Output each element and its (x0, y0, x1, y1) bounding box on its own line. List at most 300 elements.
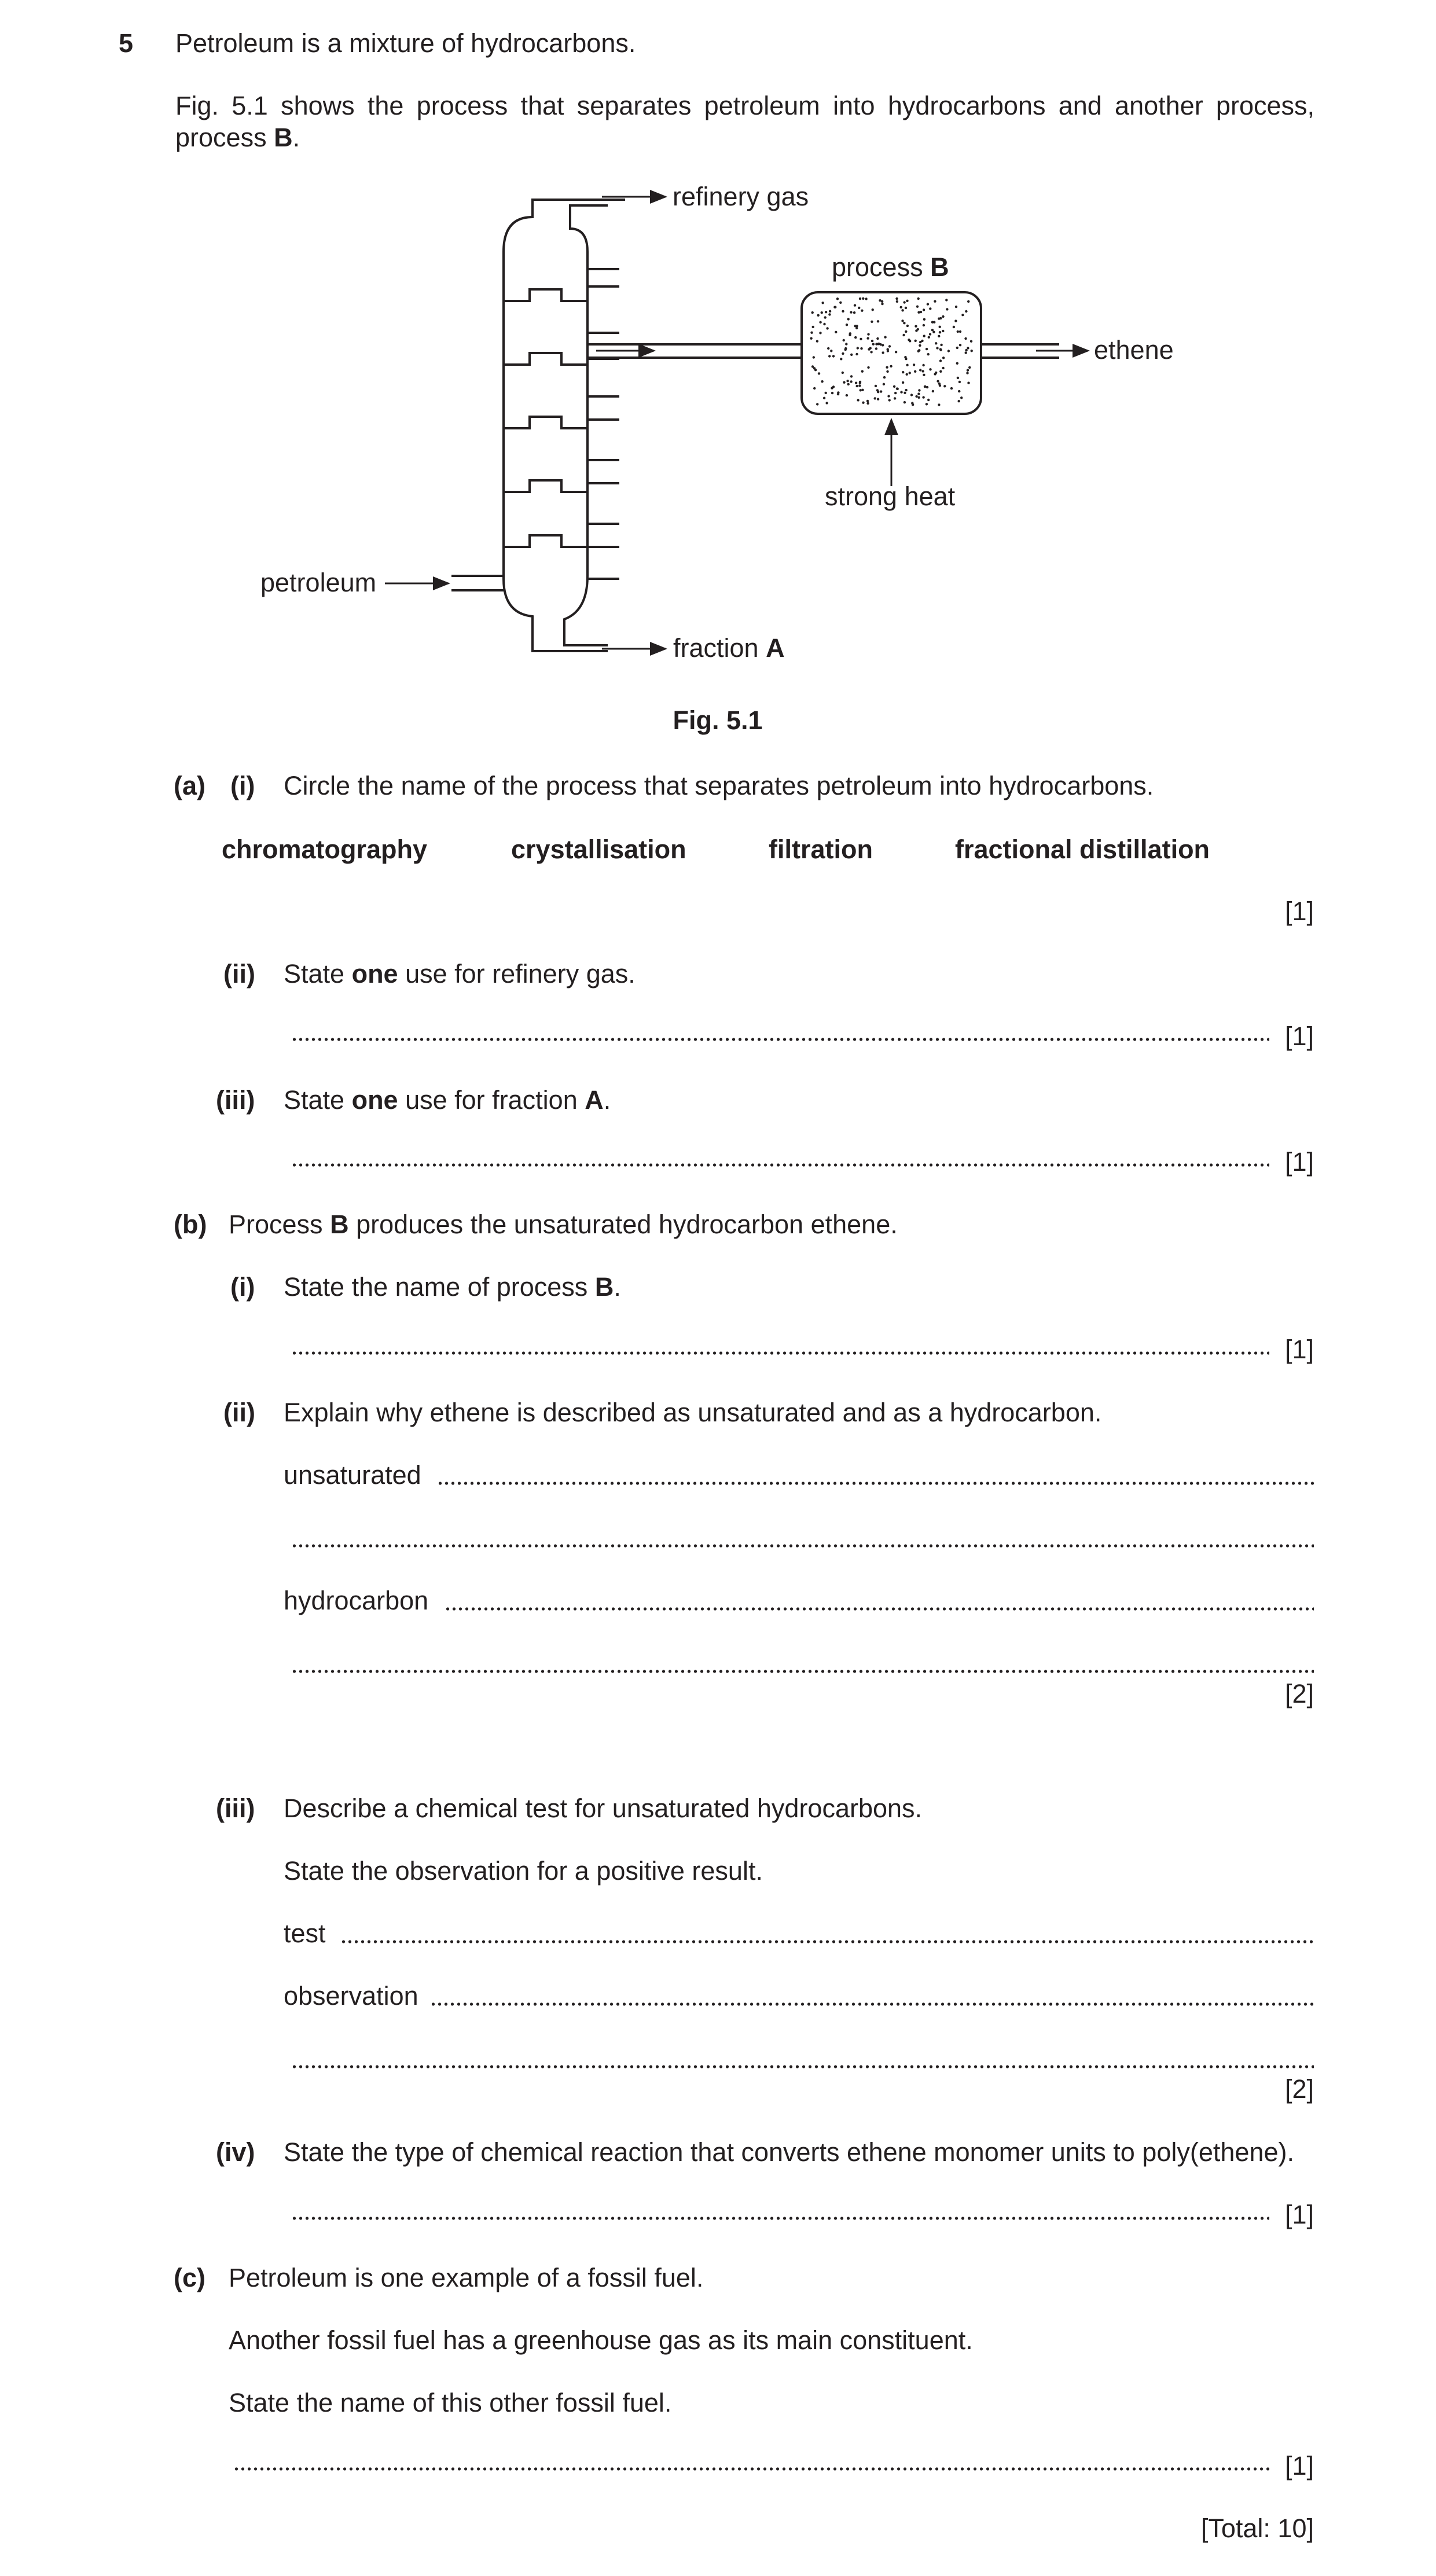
speckle-dot (959, 330, 961, 333)
part-a-iii-label: (iii) (216, 1085, 255, 1115)
speckle-dot (877, 398, 879, 400)
speckle-dot (965, 351, 967, 354)
speckle-dot (843, 381, 845, 384)
speckle-dot (859, 297, 861, 300)
speckle-dot (910, 394, 913, 396)
answer-line-observation-1[interactable] (430, 2001, 1314, 2008)
speckle-dot (859, 382, 861, 384)
speckle-dot (877, 320, 879, 322)
part-b-iii-text: Describe a chemical test for unsaturated hydrocarbons. (284, 1794, 923, 1823)
speckle-dot (866, 337, 869, 339)
speckle-dot (917, 396, 920, 399)
field-label-observation: observation (284, 1981, 418, 2011)
speckle-dot (882, 344, 884, 346)
speckle-dot (843, 339, 845, 341)
speckle-dot (909, 340, 911, 342)
speckle-dot (945, 299, 947, 301)
speckle-dot (875, 385, 877, 387)
speckle-dot (956, 347, 958, 349)
speckle-dot (888, 399, 891, 401)
speckle-dot (895, 351, 897, 353)
speckle-dot (813, 387, 816, 389)
speckle-dot (823, 323, 825, 325)
label-process-b: process B (832, 252, 949, 282)
part-a-i-label: (i) (230, 771, 255, 800)
part-a-i-text: Circle the name of the process that separates petroleum into hydrocarbons. (284, 771, 1154, 800)
speckle-dot (955, 306, 957, 308)
speckle-dot (877, 343, 880, 345)
speckle-dot (865, 297, 867, 300)
total-marks: [Total: 10] (1200, 2513, 1314, 2543)
part-c-text3: State the name of this other fossil fuel. (229, 2388, 672, 2417)
mark-c: [1] (1284, 2451, 1314, 2481)
part-b-i-text: State the name of process B. (284, 1272, 621, 1302)
speckle-dot (954, 319, 957, 322)
speckle-dot (850, 375, 853, 377)
speckle-dot (831, 392, 833, 394)
speckle-dot (846, 394, 848, 396)
speckle-dot (942, 330, 944, 332)
answer-line-a-iii[interactable] (291, 1162, 1269, 1168)
answer-line-unsaturated-1[interactable] (437, 1480, 1314, 1487)
mark-a-ii: [1] (1284, 1021, 1314, 1051)
speckle-dot (819, 332, 821, 334)
speckle-dot (895, 297, 898, 300)
speckle-dot (967, 369, 969, 372)
speckle-dot (913, 363, 915, 366)
speckle-dot (917, 392, 920, 395)
speckle-dot (810, 332, 813, 334)
speckle-dot (925, 348, 928, 350)
speckle-dot (858, 307, 860, 309)
speckle-dot (854, 325, 856, 327)
tray-5 (504, 535, 587, 547)
answer-line-b-iv[interactable] (291, 2215, 1269, 2222)
speckle-dot (939, 359, 942, 362)
speckle-dot (857, 399, 859, 401)
speckle-dot (887, 395, 890, 397)
answer-line-hydrocarbon-2[interactable] (291, 1668, 1314, 1675)
speckle-dot (856, 385, 858, 387)
speckle-dot (901, 309, 904, 311)
speckle-dot (940, 344, 942, 346)
part-b-iv-text: State the type of chemical reaction that converts ethene monomer units to poly(ethene). (284, 2137, 1294, 2167)
speckle-dot (957, 330, 959, 333)
speckle-dot (923, 324, 925, 326)
speckle-dot (855, 353, 858, 355)
speckle-dot (923, 308, 925, 311)
speckle-dot (857, 347, 859, 349)
speckle-dot (884, 336, 886, 338)
speckle-dot (828, 355, 831, 357)
speckle-dot (923, 374, 925, 376)
speckle-dot (861, 389, 864, 391)
speckle-dot (854, 336, 857, 339)
part-b-iii-text2: State the observation for a positive result. (284, 1856, 763, 1886)
speckle-dot (845, 343, 847, 345)
answer-line-observation-2[interactable] (291, 2063, 1314, 2070)
speckle-dot (823, 397, 825, 399)
field-label-hydrocarbon: hydrocarbon (284, 1586, 429, 1615)
speckle-dot (811, 311, 814, 314)
speckle-dot (825, 392, 827, 394)
speckle-dot (850, 380, 852, 383)
speckle-dot (917, 328, 919, 330)
speckle-dot (906, 325, 909, 327)
speckle-dot (925, 403, 928, 405)
speckle-dot (861, 370, 864, 373)
answer-line-hydrocarbon-1[interactable] (445, 1605, 1314, 1612)
speckle-dot (942, 357, 945, 359)
speckle-dot (961, 314, 964, 316)
speckle-dot (967, 347, 969, 349)
speckle-dot (847, 383, 850, 385)
speckle-dot (897, 388, 899, 390)
speckle-dot (902, 381, 904, 384)
speckle-dot (881, 303, 883, 305)
option-chromatography[interactable]: chromatography (222, 835, 428, 864)
speckle-dot (918, 389, 920, 391)
option-filtration[interactable]: filtration (769, 835, 873, 864)
speckle-dot (842, 352, 844, 355)
speckle-dot (858, 384, 861, 387)
speckle-dot (832, 385, 835, 388)
speckle-dot (867, 333, 869, 335)
speckle-dot (922, 396, 924, 398)
speckle-dot (837, 393, 839, 395)
label-strong-heat: strong heat (825, 482, 956, 511)
speckle-dot (936, 347, 938, 349)
speckle-dot (915, 340, 917, 342)
speckle-dot (905, 389, 907, 391)
mark-a-i: [1] (1284, 896, 1314, 926)
speckle-dot (926, 386, 928, 388)
fractionating-column (451, 200, 1059, 651)
speckle-dot (862, 402, 864, 404)
speckle-dot (939, 384, 941, 387)
speckle-dot (818, 372, 820, 374)
speckle-dot (886, 370, 888, 373)
speckle-dot (871, 340, 873, 342)
speckle-dot (850, 311, 852, 313)
column-bottom-right (564, 576, 608, 645)
speckle-dot (906, 364, 908, 366)
speckle-dot (900, 306, 902, 308)
speckle-dot (960, 396, 963, 399)
speckle-dot (867, 366, 869, 369)
part-b-intro: Process B produces the unsaturated hydrocarbon ethene. (229, 1210, 898, 1239)
speckle-dot (932, 331, 935, 333)
speckle-dot (904, 392, 906, 394)
speckle-dot (860, 389, 862, 391)
part-c-text1: Petroleum is one example of a fossil fuel. (229, 2263, 704, 2292)
answer-line-a-ii[interactable] (291, 1036, 1269, 1043)
speckle-dot (810, 337, 812, 340)
speckle-dot (816, 340, 818, 342)
speckle-dot (938, 403, 940, 406)
speckle-dot (935, 342, 937, 344)
speckle-dot (813, 356, 815, 358)
speckle-dot (967, 382, 969, 384)
catalyst-speckle (810, 297, 973, 406)
speckle-dot (905, 330, 907, 333)
speckle-dot (946, 308, 948, 310)
speckle-dot (966, 372, 968, 374)
speckle-dot (936, 380, 939, 383)
speckle-dot (911, 402, 913, 404)
speckle-dot (870, 351, 872, 353)
part-a-ii-text: State one use for refinery gas. (284, 959, 636, 988)
speckle-dot (830, 350, 832, 352)
speckle-dot (947, 350, 950, 352)
speckle-dot (821, 380, 823, 383)
tray-2 (504, 353, 587, 365)
mark-b-ii: [2] (1284, 1679, 1314, 1708)
speckle-dot (849, 334, 851, 336)
speckle-dot (957, 377, 959, 379)
speckle-dot (906, 300, 908, 302)
speckle-dot (814, 369, 817, 371)
speckle-dot (933, 321, 935, 324)
speckle-dot (886, 366, 888, 369)
mark-a-iii: [1] (1284, 1147, 1314, 1177)
speckle-dot (853, 311, 855, 314)
field-label-unsaturated: unsaturated (284, 1460, 421, 1490)
speckle-dot (943, 385, 946, 387)
speckle-dot (832, 355, 835, 357)
speckle-dot (842, 372, 844, 374)
speckle-dot (956, 362, 958, 365)
option-fractional-distillation[interactable]: fractional distillation (955, 835, 1210, 864)
fractional-distillation-diagram (0, 0, 1436, 752)
mark-b-iii: [2] (1284, 2074, 1314, 2104)
part-b-i-label: (i) (230, 1272, 255, 1302)
speckle-dot (887, 350, 889, 352)
speckle-dot (935, 372, 937, 374)
process-b-vessel (802, 292, 981, 414)
figure-intro-line1: Fig. 5.1 shows the process that separates petroleum into hydrocarbons and another process, (175, 91, 1314, 120)
speckle-dot (866, 402, 869, 405)
field-label-test: test (284, 1919, 326, 1948)
part-c-label: (c) (174, 2263, 205, 2292)
speckle-dot (875, 347, 877, 350)
part-a-iii-text: State one use for fraction A. (284, 1085, 611, 1115)
speckle-dot (950, 387, 953, 389)
speckle-dot (855, 382, 857, 384)
speckle-dot (860, 338, 862, 340)
speckle-dot (958, 381, 961, 383)
speckle-dot (840, 358, 842, 360)
speckle-dot (875, 343, 877, 345)
speckle-dot (835, 331, 837, 333)
speckle-dot (942, 367, 944, 369)
speckle-dot (958, 400, 960, 402)
speckle-dot (904, 401, 906, 403)
question-intro: Petroleum is a mixture of hydrocarbons. (175, 28, 636, 58)
speckle-dot (927, 353, 930, 355)
speckle-dot (970, 340, 972, 343)
speckle-dot (917, 311, 920, 314)
part-b-ii-text: Explain why ethene is described as unsaturated and as a hydrocarbon. (284, 1398, 1102, 1427)
speckle-dot (922, 364, 924, 366)
speckle-dot (942, 315, 944, 318)
speckle-dot (934, 300, 936, 303)
speckle-dot (902, 334, 905, 336)
speckle-dot (959, 344, 961, 346)
speckle-dot (939, 326, 941, 328)
speckle-dot (846, 380, 849, 382)
speckle-dot (844, 348, 847, 351)
speckle-dot (825, 311, 827, 313)
speckle-dot (881, 300, 883, 303)
speckle-dot (827, 347, 829, 350)
speckle-dot (854, 304, 856, 306)
speckle-dot (896, 300, 898, 303)
speckle-dot (883, 376, 886, 379)
speckle-dot (927, 303, 929, 305)
speckle-dot (812, 326, 814, 328)
mark-b-i: [1] (1284, 1335, 1314, 1364)
answer-line-c[interactable] (233, 2465, 1269, 2472)
speckle-dot (888, 345, 891, 347)
speckle-dot (839, 302, 842, 304)
speckle-dot (890, 365, 892, 368)
speckle-dot (939, 348, 942, 351)
speckle-dot (902, 371, 904, 373)
speckle-dot (953, 326, 955, 328)
speckle-dot (894, 392, 897, 394)
speckle-dot (846, 324, 848, 326)
speckle-dot (919, 344, 921, 347)
speckle-dot (965, 349, 967, 351)
speckle-dot (882, 351, 884, 354)
speckle-dot (821, 311, 823, 314)
speckle-dot (825, 402, 828, 404)
answer-line-b-i[interactable] (291, 1350, 1269, 1357)
speckle-dot (958, 390, 960, 392)
speckle-dot (883, 383, 885, 385)
figure-intro-line2: process B. (175, 123, 300, 152)
speckle-dot (874, 397, 876, 399)
speckle-dot (964, 337, 967, 340)
speckle-dot (828, 313, 831, 315)
speckle-dot (869, 347, 872, 350)
speckle-dot (938, 335, 940, 337)
label-refinery-gas: refinery gas (673, 182, 809, 211)
speckle-dot (866, 400, 869, 402)
speckle-dot (903, 322, 905, 324)
part-a-ii-label: (ii) (223, 959, 255, 988)
speckle-dot (909, 372, 911, 374)
speckle-dot (919, 341, 921, 343)
speckle-dot (877, 391, 879, 393)
speckle-dot (826, 327, 828, 329)
speckle-dot (872, 343, 875, 346)
option-crystallisation[interactable]: crystallisation (511, 835, 686, 864)
part-c-text2: Another fossil fuel has a greenhouse gas as its main constituent. (229, 2325, 973, 2355)
part-b-label: (b) (174, 1210, 207, 1239)
speckle-dot (847, 318, 850, 320)
speckle-dot (929, 368, 931, 370)
speckle-dot (824, 316, 827, 318)
speckle-dot (917, 297, 920, 300)
speckle-dot (932, 390, 934, 392)
speckle-dot (919, 369, 921, 371)
speckle-dot (872, 308, 874, 311)
speckle-dot (850, 354, 853, 356)
speckle-dot (880, 390, 882, 392)
speckle-dot (928, 336, 930, 339)
mark-b-iv: [1] (1284, 2200, 1314, 2229)
speckle-dot (927, 399, 930, 401)
label-fraction-a: fraction A (673, 633, 785, 663)
column-bottom-left (504, 579, 608, 651)
speckle-dot (816, 403, 818, 405)
speckle-dot (861, 310, 863, 312)
speckle-dot (821, 302, 824, 304)
label-ethene: ethene (1094, 335, 1174, 365)
tray-3 (504, 417, 587, 428)
speckle-dot (939, 331, 941, 333)
speckle-dot (971, 350, 973, 352)
speckle-dot (871, 321, 873, 323)
speckle-dot (939, 317, 942, 319)
speckle-dot (929, 307, 931, 310)
answer-line-test[interactable] (340, 1938, 1314, 1945)
speckle-dot (965, 310, 967, 313)
speckle-dot (917, 350, 920, 352)
speckle-dot (836, 297, 839, 300)
speckle-dot (893, 385, 895, 388)
speckle-dot (905, 307, 907, 309)
speckle-dot (923, 318, 925, 321)
speckle-dot (915, 395, 917, 398)
speckle-dot (862, 297, 864, 300)
part-b-iv-label: (iv) (216, 2137, 255, 2167)
speckle-dot (860, 347, 862, 350)
speckle-dot (906, 373, 908, 376)
speckle-dot (842, 310, 844, 313)
speckle-dot (939, 370, 942, 373)
label-petroleum: petroleum (260, 568, 377, 597)
speckle-dot (819, 321, 821, 324)
tray-4 (504, 480, 587, 492)
speckle-dot (817, 314, 820, 317)
column-left-wall (504, 200, 550, 579)
question-number: 5 (119, 28, 134, 58)
speckle-dot (833, 306, 836, 308)
speckle-dot (900, 391, 902, 393)
speckle-dot (903, 301, 905, 303)
speckle-dot (929, 333, 931, 335)
speckle-dot (905, 358, 907, 360)
speckle-dot (915, 325, 917, 328)
speckle-dot (968, 366, 971, 369)
speckle-dot (894, 397, 896, 399)
figure-caption: Fig. 5.1 (673, 705, 763, 735)
speckle-dot (967, 300, 969, 303)
part-b-iii-label: (iii) (216, 1794, 255, 1823)
speckle-dot (876, 337, 879, 340)
speckle-dot (901, 319, 904, 322)
column-right-wall (570, 205, 608, 576)
speckle-dot (916, 306, 919, 308)
speckle-dot (921, 370, 924, 372)
part-a-label: (a) (174, 771, 205, 800)
speckle-dot (829, 310, 831, 313)
answer-line-unsaturated-2[interactable] (291, 1542, 1314, 1549)
part-b-ii-label: (ii) (223, 1398, 255, 1427)
